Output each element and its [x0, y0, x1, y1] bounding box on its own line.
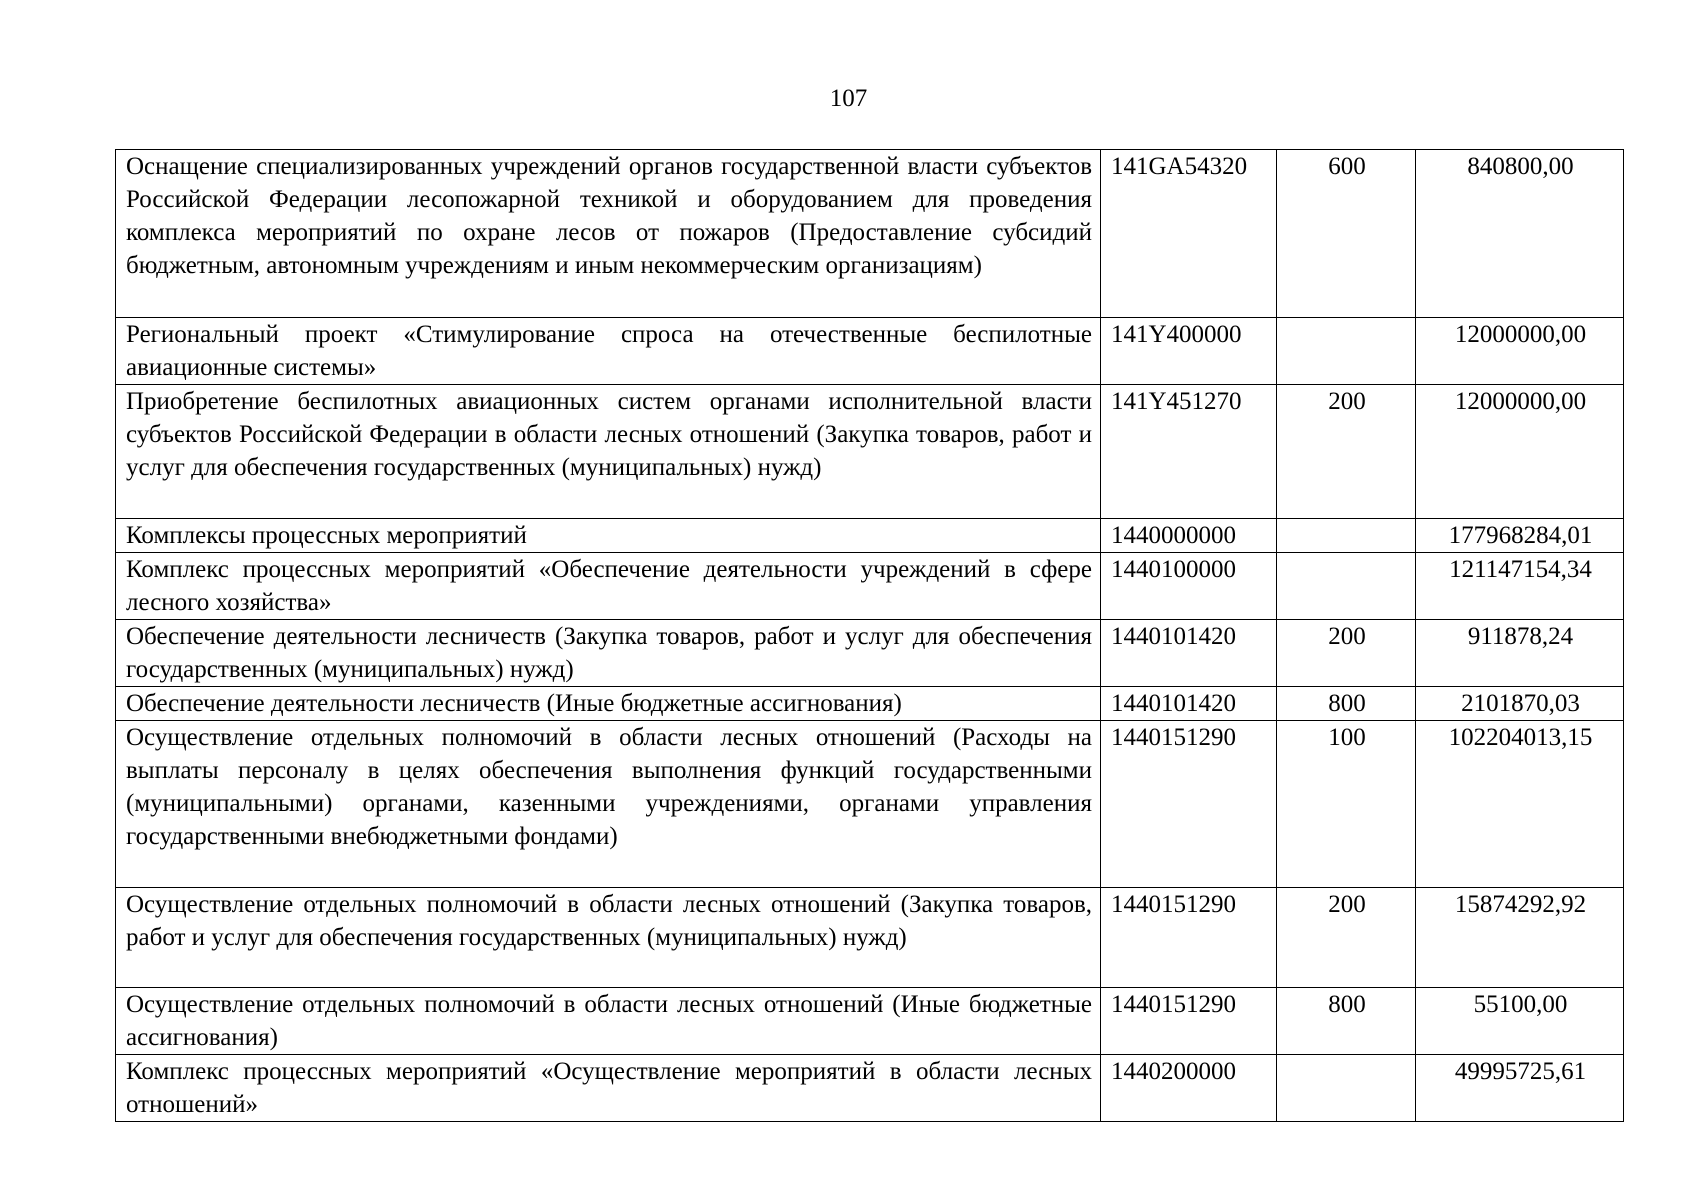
- table-row: [116, 150, 1624, 318]
- row-name-cell: Комплексы процессных мероприятий: [116, 519, 1101, 553]
- table-row: [116, 318, 1624, 385]
- page-number-text: 107: [829, 85, 868, 112]
- row-code-cell: 1440151290: [1101, 888, 1277, 988]
- table-row: [116, 385, 1624, 519]
- row-type-cell: [1277, 318, 1416, 385]
- row-code-cell: 1440000000: [1101, 519, 1277, 553]
- row-sum-cell: 49995725,61: [1416, 1055, 1624, 1122]
- table-row: [116, 687, 1624, 721]
- row-type-cell: 200: [1277, 620, 1416, 687]
- budget-table-body: [116, 150, 1624, 1122]
- row-name-cell: Осуществление отдельных полномочий в области лесных отношений (Расходы на выплаты персоналу в целях обеспечения выполнения функций государственными (муниципальными) органами, казенными учреждениями, органами управления государственными внебюджетными фондами): [116, 721, 1101, 888]
- row-sum-cell: 12000000,00: [1416, 318, 1624, 385]
- row-type-cell: 100: [1277, 721, 1416, 888]
- row-type-cell: 800: [1277, 687, 1416, 721]
- table-row: [116, 888, 1624, 988]
- row-type-cell: 200: [1277, 888, 1416, 988]
- row-name-cell: Приобретение беспилотных авиационных систем органами исполнительной власти субъектов Российской Федерации в области лесных отношений (Закупка товаров, работ и услуг для обеспечения государственных (муниципальных) нужд): [116, 385, 1101, 519]
- row-type-cell: [1277, 519, 1416, 553]
- budget-table: [115, 149, 1624, 1122]
- row-name-cell: Оснащение специализированных учреждений органов государственной власти субъектов Российской Федерации лесопожарной техникой и оборудованием для проведения комплекса мероприятий по охране лесов от пожаров (Предоставление субсидий бюджетным, автономным учреждениям и иным некоммерческим организациям): [116, 150, 1101, 318]
- row-code-cell: 1440151290: [1101, 721, 1277, 888]
- row-code-cell: 1440101420: [1101, 687, 1277, 721]
- table-row: [116, 1055, 1624, 1122]
- row-name-cell: Обеспечение деятельности лесничеств (Иные бюджетные ассигнования): [116, 687, 1101, 721]
- row-code-cell: 1440100000: [1101, 553, 1277, 620]
- row-sum-cell: 177968284,01: [1416, 519, 1624, 553]
- row-sum-cell: 15874292,92: [1416, 888, 1624, 988]
- row-sum-cell: 55100,00: [1416, 988, 1624, 1055]
- table-row: [116, 519, 1624, 553]
- row-type-cell: 600: [1277, 150, 1416, 318]
- row-type-cell: 800: [1277, 988, 1416, 1055]
- row-sum-cell: 2101870,03: [1416, 687, 1624, 721]
- row-code-cell: 1440151290: [1101, 988, 1277, 1055]
- row-name-cell: Осуществление отдельных полномочий в области лесных отношений (Иные бюджетные ассигнования): [116, 988, 1101, 1055]
- row-sum-cell: 121147154,34: [1416, 553, 1624, 620]
- row-type-cell: [1277, 553, 1416, 620]
- page-number: [0, 84, 1697, 114]
- row-code-cell: 141GA54320: [1101, 150, 1277, 318]
- row-code-cell: 141Y451270: [1101, 385, 1277, 519]
- row-name-cell: Региональный проект «Стимулирование спроса на отечественные беспилотные авиационные системы»: [116, 318, 1101, 385]
- row-name-cell: Комплекс процессных мероприятий «Обеспечение деятельности учреждений в сфере лесного хозяйства»: [116, 553, 1101, 620]
- row-name-cell: Комплекс процессных мероприятий «Осуществление мероприятий в области лесных отношений»: [116, 1055, 1101, 1122]
- row-type-cell: [1277, 1055, 1416, 1122]
- row-name-cell: Осуществление отдельных полномочий в области лесных отношений (Закупка товаров, работ и услуг для обеспечения государственных (муниципальных) нужд): [116, 888, 1101, 988]
- row-code-cell: 1440101420: [1101, 620, 1277, 687]
- table-row: [116, 553, 1624, 620]
- row-sum-cell: 911878,24: [1416, 620, 1624, 687]
- row-sum-cell: 12000000,00: [1416, 385, 1624, 519]
- row-sum-cell: 840800,00: [1416, 150, 1624, 318]
- row-name-cell: Обеспечение деятельности лесничеств (Закупка товаров, работ и услуг для обеспечения государственных (муниципальных) нужд): [116, 620, 1101, 687]
- row-sum-cell: 102204013,15: [1416, 721, 1624, 888]
- row-code-cell: 141Y400000: [1101, 318, 1277, 385]
- table-row: [116, 721, 1624, 888]
- table-row: [116, 620, 1624, 687]
- row-type-cell: 200: [1277, 385, 1416, 519]
- table-row: [116, 988, 1624, 1055]
- row-code-cell: 1440200000: [1101, 1055, 1277, 1122]
